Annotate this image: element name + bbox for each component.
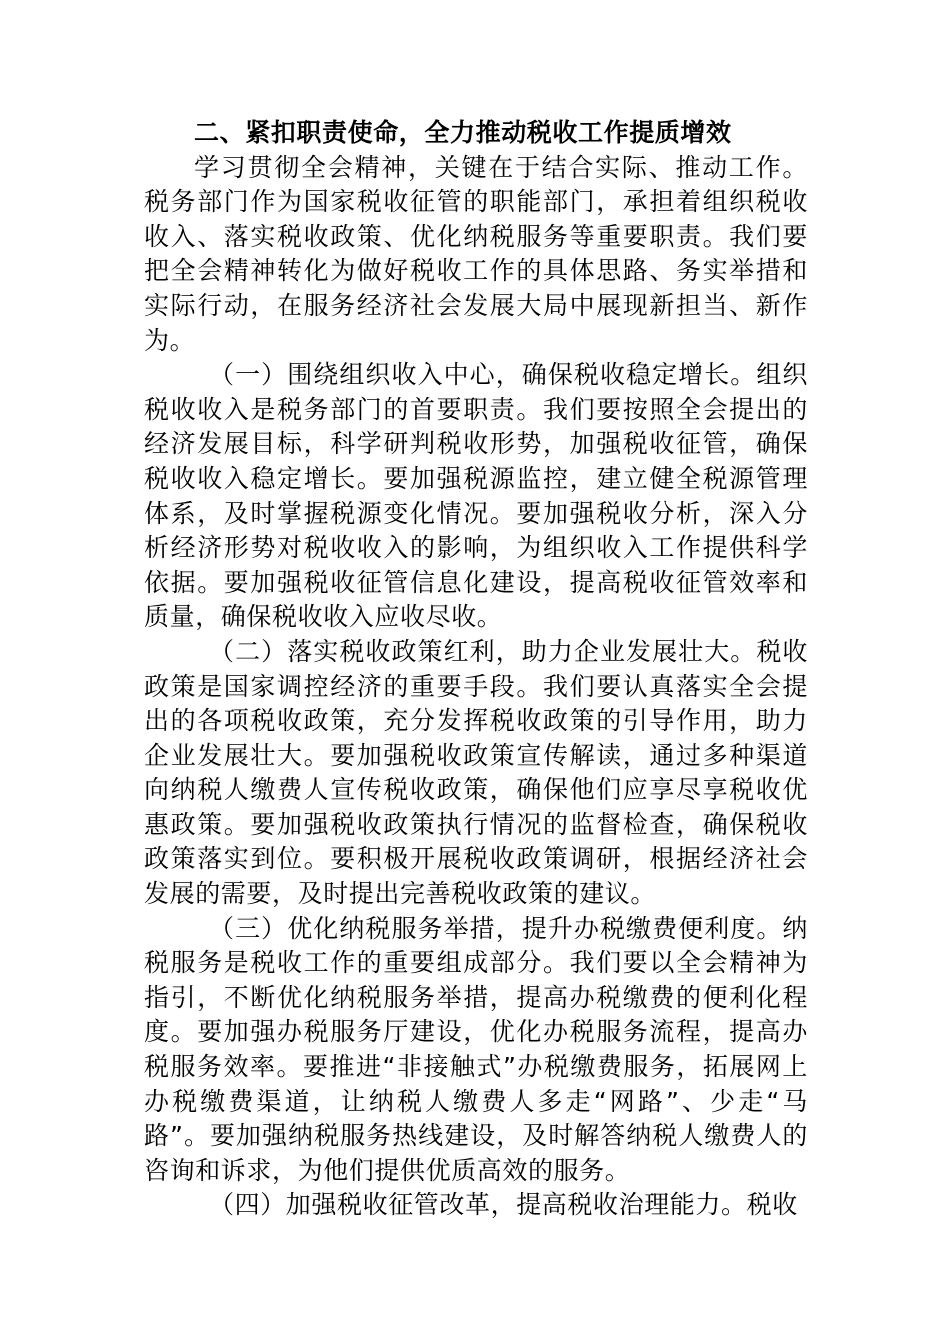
document-body	[144, 116, 808, 1223]
paragraph-item-3: （三）优化纳税服务举措，提升办税缴费便利度。纳税服务是税收工作的重要组成部分。我们要以全会精神为指引，不断优化纳税服务举措，提高办税缴费的便利化程度。要加强办税服务厅建设，优化办税服务流程，提高办税服务效率。要推进“非接触式”办税缴费服务，拓展网上办税缴费渠道，让纳税人缴费人多走“网路”、少走“马路”。要加强纳税服务热线建设，及时解答纳税人缴费人的咨询和诉求，为他们提供优质高效的服务。	[144, 913, 808, 1185]
section-heading: 二、紧扣职责使命，全力推动税收工作提质增效	[194, 118, 732, 147]
paragraph-item-2: （二）落实税收政策红利，助力企业发展壮大。税收政策是国家调控经济的重要手段。我们要认真落实全会提出的各项税收政策，充分发挥税收政策的引导作用，助力企业发展壮大。要加强税收政策宣传解读，通过多种渠道向纳税人缴费人宣传税收政策，确保他们应享尽享税收优惠政策。要加强税收政策执行情况的监督检查，确保税收政策落实到位。要积极开展税收政策调研，根据经济社会发展的需要，及时提出完善税收政策的建议。	[144, 636, 808, 909]
paragraph-item-1: （一）围绕组织收入中心，确保税收稳定增长。组织税收收入是税务部门的首要职责。我们要按照全会提出的经济发展目标，科学研判税收形势，加强税收征管，确保税收收入稳定增长。要加强税源监控，建立健全税源管理体系，及时掌握税源变化情况。要加强税收分析，深入分析经济形势对税收收入的影响，为组织收入工作提供科学依据。要加强税收征管信息化建设，提高税收征管效率和质量，确保税收收入应收尽收。	[144, 360, 808, 632]
intro-paragraph: 学习贯彻全会精神，关键在于结合实际、推动工作。税务部门作为国家税收征管的职能部门，承担着组织税收收入、落实税收政策、优化纳税服务等重要职责。我们要把全会精神转化为做好税收工作的具体思路、务实举措和实际行动，在服务经济社会发展大局中展现新担当、新作为。	[144, 152, 808, 355]
paragraph-item-4: （四）加强税收征管改革，提高税收治理能力。税收	[209, 1190, 798, 1220]
